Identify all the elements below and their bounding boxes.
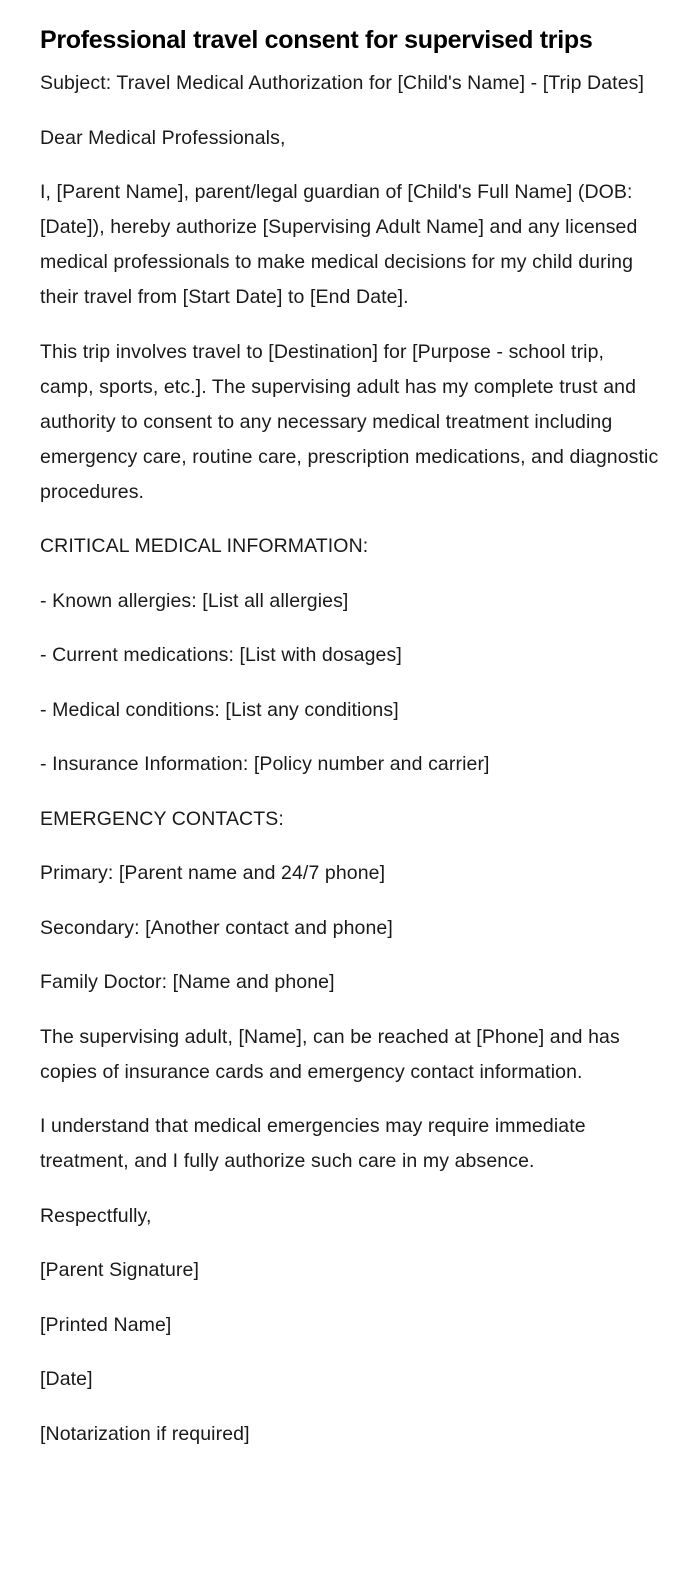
understanding-paragraph: I understand that medical emergencies may require immediate treatment, and I fully authorize such care in my absence. xyxy=(40,1115,586,1172)
trip-details-paragraph: This trip involves travel to [Destination] for [Purpose - school trip, camp, sports, etc.]. The supervising adult has my complete trust and authority to consent to any necessary medical treatment including emergency care, routine care, prescription medications, and diagnostic procedures. xyxy=(40,340,659,503)
authorization-paragraph: I, [Parent Name], parent/legal guardian of [Child's Full Name] (DOB: [Date]), hereby authorize [Supervising Adult Name] and any licensed medical professionals to make medical decisions for my child during their travel from [Start Date] to [End Date]. xyxy=(40,181,638,308)
closing: Respectfully, xyxy=(40,1204,152,1227)
secondary-contact-line: Secondary: [Another contact and phone] xyxy=(40,916,393,939)
insurance-line: - Insurance Information: [Policy number and carrier] xyxy=(40,753,490,775)
allergies-line: - Known allergies: [List all allergies] xyxy=(40,589,349,612)
medical-info-heading: CRITICAL MEDICAL INFORMATION: xyxy=(40,535,369,557)
printed-name-line: [Printed Name] xyxy=(40,1313,172,1336)
family-doctor-line: Family Doctor: [Name and phone] xyxy=(40,971,335,993)
notarization-line: [Notarization if required] xyxy=(40,1422,250,1445)
primary-contact-line: Primary: [Parent name and 24/7 phone] xyxy=(40,862,386,884)
conditions-line: - Medical conditions: [List any conditions] xyxy=(40,698,399,721)
subject-line: Subject: Travel Medical Authorization for [Child's Name] - [Trip Dates] xyxy=(40,72,645,94)
supervisor-contact-paragraph: The supervising adult, [Name], can be reached at [Phone] and has copies of insurance cards and emergency contact information. xyxy=(40,1025,620,1083)
signature-line: [Parent Signature] xyxy=(40,1259,199,1281)
salutation: Dear Medical Professionals, xyxy=(40,126,286,149)
emergency-contacts-heading: EMERGENCY CONTACTS: xyxy=(40,807,284,830)
date-line: [Date] xyxy=(40,1368,93,1390)
document-title: Professional travel consent for supervised trips xyxy=(40,26,593,54)
medications-line: - Current medications: [List with dosages] xyxy=(40,644,402,666)
